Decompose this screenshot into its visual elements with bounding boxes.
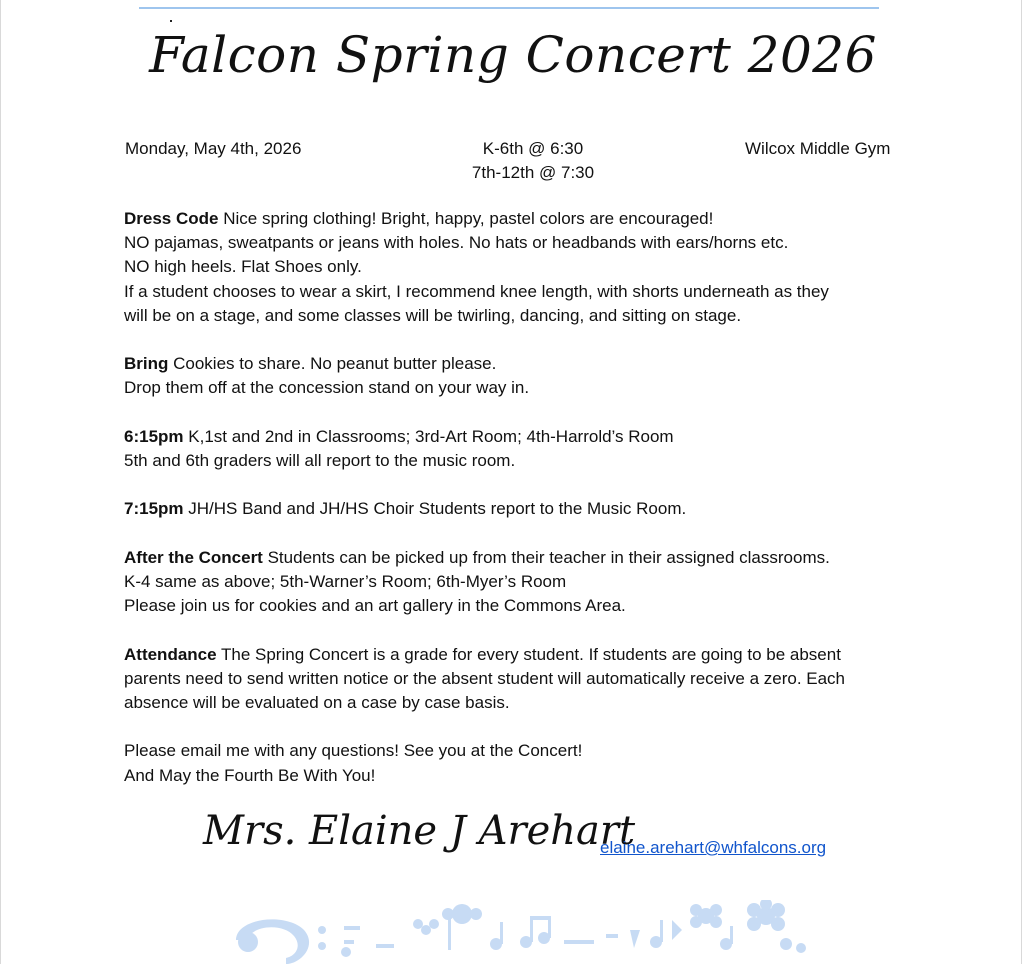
music-notes-flowers-decoration (226, 900, 816, 964)
line-text: Please email me with any questions! See you at the Concert! (124, 741, 583, 761)
section-heading: After the Concert (124, 547, 263, 567)
text-line (124, 643, 924, 667)
text-line (124, 231, 924, 255)
section-after-the-concert (124, 546, 924, 619)
section-attendance (124, 643, 924, 716)
section-heading: Bring (124, 354, 169, 374)
text-line (124, 546, 924, 570)
section-7-15pm (124, 497, 924, 521)
line-text: The Spring Concert is a grade for every student. If students are going to be absent (221, 644, 841, 664)
line-text: NO pajamas, sweatpants or jeans with holes. No hats or headbands with ears/horns etc. (124, 233, 789, 253)
page-title: Falcon Spring Concert 2026 (149, 26, 877, 84)
line-text: And May the Fourth Be With You! (124, 765, 376, 785)
line-text: will be on a stage, and some classes will be twirling, dancing, and sitting on stage. (124, 305, 742, 325)
time-k6: K-6th @ 6:30 (482, 139, 584, 158)
line-text: JH/HS Band and JH/HS Choir Students report to the Music Room. (188, 499, 687, 519)
text-line (124, 352, 924, 376)
text-line (124, 255, 924, 279)
text-line (124, 449, 924, 473)
top-rule (139, 7, 879, 9)
line-text: Students can be picked up from their teacher in their assigned classrooms. (267, 547, 830, 567)
section-heading: Attendance (124, 644, 217, 664)
text-line (124, 594, 924, 618)
section-heading: 7:15pm (124, 499, 184, 519)
line-text: Drop them off at the concession stand on your way in. (124, 378, 530, 398)
text-line (124, 280, 924, 304)
text-line (124, 207, 924, 231)
line-text: absence will be evaluated on a case by case basis. (124, 692, 510, 712)
signature: Mrs. Elaine J Arehart (203, 808, 636, 854)
section-closing (124, 739, 924, 787)
section-heading: 6:15pm (124, 426, 184, 446)
text-line (124, 570, 924, 594)
stray-mark (170, 20, 172, 22)
text-line (124, 691, 924, 715)
text-line (124, 739, 924, 763)
concert-date: Monday, May 4th, 2026 (125, 139, 302, 158)
text-line (124, 764, 924, 788)
line-text: If a student chooses to wear a skirt, I recommend knee length, with shorts underneath as they (124, 281, 829, 301)
time-7-12: 7th-12th @ 7:30 (471, 163, 595, 182)
section-dress-code (124, 207, 924, 328)
line-text: NO high heels. Flat Shoes only. (124, 257, 362, 277)
text-line (124, 304, 924, 328)
text-line (124, 425, 924, 449)
line-text: Please join us for cookies and an art gallery in the Commons Area. (124, 596, 626, 616)
text-line (124, 376, 924, 400)
text-line (124, 497, 924, 521)
line-text: 5th and 6th graders will all report to the music room. (124, 451, 516, 470)
section-6-15pm (124, 425, 924, 473)
section-bring (124, 352, 924, 400)
line-text: K,1st and 2nd in Classrooms; 3rd-Art Room; 4th-Harrold’s Room (188, 426, 674, 446)
section-heading: Dress Code (124, 209, 219, 228)
concert-venue: Wilcox Middle Gym (745, 139, 891, 158)
line-text: Nice spring clothing! Bright, happy, pastel colors are encouraged! (223, 209, 714, 228)
line-text: Cookies to share. No peanut butter please. (173, 354, 497, 374)
email-link[interactable]: elaine.arehart@whfalcons.org (600, 838, 827, 857)
line-text: parents need to send written notice or the absent student will automatically receive a zero. Each (124, 668, 846, 688)
body-text (124, 207, 924, 812)
line-text: K-4 same as above; 5th-Warner’s Room; 6th-Myer’s Room (124, 571, 567, 591)
text-line (124, 667, 924, 691)
